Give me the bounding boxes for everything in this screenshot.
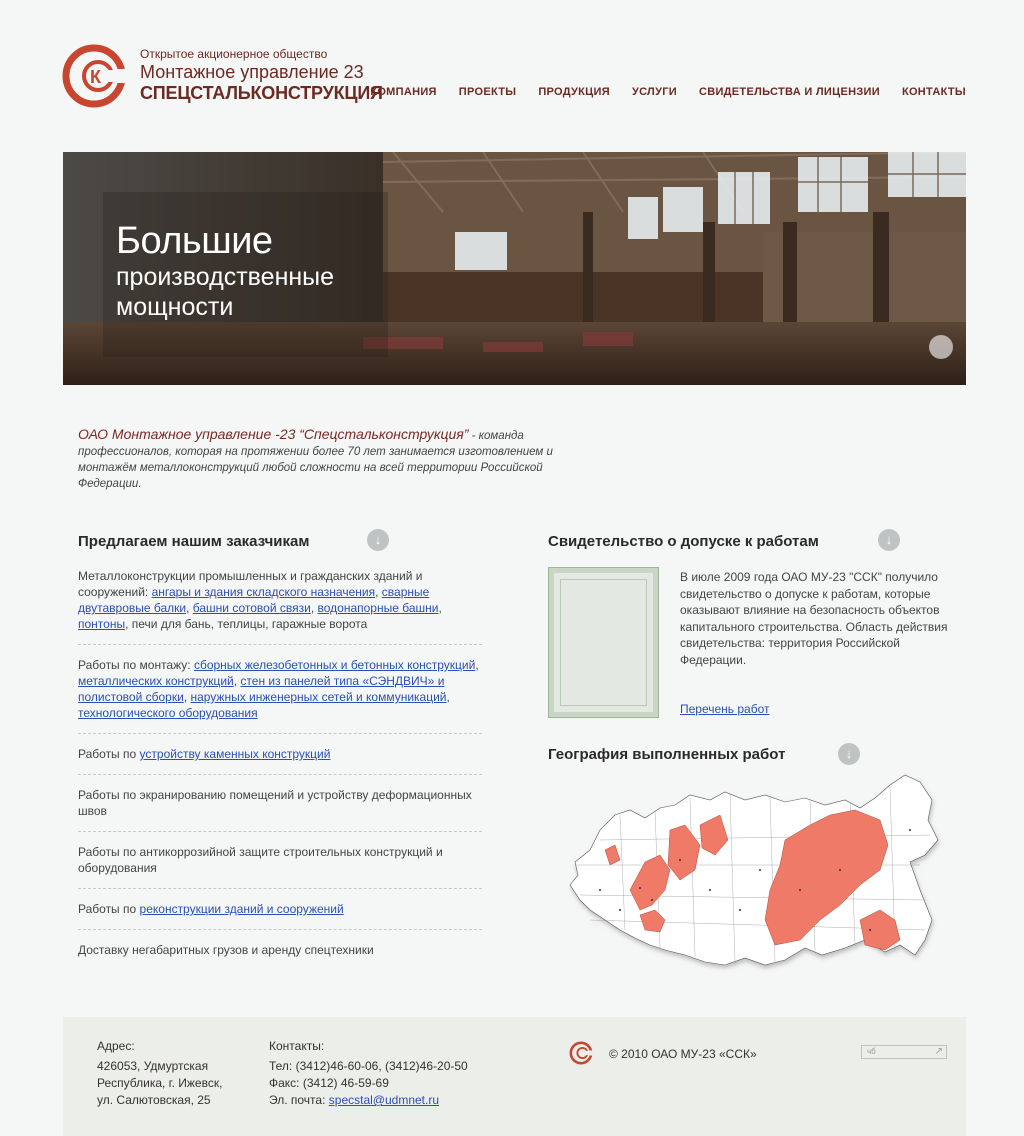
service-item: Металлоконструкции промышленных и гражданских зданий и сооружений: ангары и здания складского назначения, сварные двутавровые балки, башни сотовой связи, водонапорные башни, понтоны, печи для бань, теплицы, гаражные ворота <box>78 568 482 645</box>
service-text: Работы по экранированию помещений и устройству деформационных швов <box>78 788 472 818</box>
hero-title-big: Большие <box>116 220 273 262</box>
nav-item-contacts[interactable]: КОНТАКТЫ <box>901 86 966 98</box>
services-expand-button[interactable] <box>367 529 389 551</box>
ssk-logo-icon <box>62 43 126 109</box>
intro-text: - команда профессионалов, которая на протяжении более 70 лет занимается изготовлением и монтажём металлоконструкций любой сложности на всей территории Российской Федерации. <box>78 430 553 490</box>
nav-item-certificates[interactable]: СВИДЕТЕЛЬСТВА И ЛИЦЕНЗИИ <box>698 86 880 98</box>
fax-text: Факс: (3412) 46-59-69 <box>269 1076 389 1090</box>
site-footer <box>63 1017 966 1136</box>
developer-badge-text: чб <box>867 1047 876 1056</box>
geography-expand-button[interactable] <box>838 743 860 765</box>
service-link[interactable]: технологического оборудования <box>78 706 258 720</box>
arrow-up-right-icon: ↗ <box>934 1046 943 1057</box>
contacts-label: Контакты: <box>269 1039 325 1053</box>
service-item <box>78 746 482 775</box>
service-link[interactable]: водонапорные башни <box>317 601 439 615</box>
main-nav <box>370 86 966 98</box>
service-text: , печи для бань, теплицы, гаражные ворота <box>125 617 368 631</box>
service-text: Работы по антикоррозийной защите строительных конструкций и оборудования <box>78 845 443 875</box>
services-list <box>78 568 482 982</box>
geography-heading: География выполненных работ <box>548 746 786 763</box>
service-link[interactable]: реконструкции зданий и сооружений <box>139 902 344 916</box>
email-label: Эл. почта: <box>269 1093 329 1107</box>
service-link[interactable]: сборных железобетонных и бетонных конструкций <box>193 658 476 672</box>
service-link[interactable]: башни сотовой связи <box>192 601 311 615</box>
certificate-thumbnail[interactable] <box>549 568 658 717</box>
certificate-heading: Свидетельство о допуске к работам <box>548 533 819 550</box>
service-link[interactable]: ангары и здания складского назначения <box>151 585 376 599</box>
service-text: Металлоконструкции промышленных и гражданских зданий и сооружений: <box>78 569 423 599</box>
footer-address <box>97 1038 222 1109</box>
phone-text: Тел: (3412)46-60-06, (3412)46-20-50 <box>269 1059 468 1073</box>
developer-badge[interactable] <box>861 1045 947 1059</box>
email-row <box>269 1092 468 1109</box>
service-item <box>78 901 482 930</box>
address-line1: 426053, Удмуртская <box>97 1059 209 1073</box>
service-text: Работы по монтажу: <box>78 658 194 672</box>
footer-contacts <box>269 1038 468 1109</box>
service-link[interactable]: сварные двутавровые балки <box>78 585 430 615</box>
address-line3: ул. Салютовская, 25 <box>97 1093 211 1107</box>
service-link[interactable]: наружных инженерных сетей и коммуникаций <box>190 690 447 704</box>
hero-title-line3: мощности <box>116 293 234 321</box>
nav-item-company[interactable]: КОМПАНИЯ <box>370 86 437 98</box>
works-list-link[interactable]: Перечень работ <box>680 702 770 716</box>
site-logo[interactable] <box>62 43 382 111</box>
services-heading: Предлагаем нашим заказчикам <box>78 533 310 550</box>
arrow-down-icon: ↓ <box>885 532 893 547</box>
hero-banner <box>63 152 966 385</box>
service-text: Работы по <box>78 747 140 761</box>
copyright-text: © 2010 ОАО МУ-23 «ССК» <box>609 1047 757 1061</box>
hero-title-line2: производственные <box>116 263 335 291</box>
address-label: Адрес: <box>97 1039 135 1053</box>
certificate-expand-button[interactable] <box>878 529 900 551</box>
ssk-logo-icon <box>569 1041 593 1065</box>
certificate-text: В июле 2009 года ОАО МУ-23 "ССК" получило свидетельство о допуске к работам, которые оказывают влияние на безопасность объектов капитального строительства. Область действия свидетельства: территория Российской Федерации. <box>680 570 948 667</box>
service-text: Работы по <box>78 902 140 916</box>
service-text: Доставку негабаритных грузов и аренду спецтехники <box>78 943 374 957</box>
service-item: Работы по монтажу: сборных железобетонных и бетонных конструкций, металлических конструкций, стен из панелей типа «СЭНДВИЧ» и полистовой сборки, наружных инженерных сетей и коммуникаций, технологического оборудования <box>78 657 482 734</box>
service-item <box>78 844 482 889</box>
service-item <box>78 787 482 832</box>
nav-item-products[interactable]: ПРОДУКЦИЯ <box>538 86 610 98</box>
arrow-down-icon: ↓ <box>845 746 853 761</box>
arrow-down-icon: ↓ <box>374 532 382 547</box>
company-intro <box>78 426 608 492</box>
russia-map[interactable] <box>560 770 950 980</box>
email-link[interactable]: specstal@udmnet.ru <box>328 1093 439 1107</box>
nav-item-services[interactable]: УСЛУГИ <box>631 86 677 98</box>
service-link[interactable]: стен из панелей типа «СЭНДВИЧ» и полистовой сборки <box>78 674 445 704</box>
service-link[interactable]: металлических конструкций <box>78 674 234 688</box>
logo-name-line2: СПЕЦСТАЛЬКОНСТРУКЦИЯ <box>140 83 383 103</box>
nav-item-projects[interactable]: ПРОЕКТЫ <box>458 86 517 98</box>
hero-title <box>116 220 334 322</box>
logo-name-line1: Монтажное управление 23 <box>140 62 364 82</box>
intro-lead: ОАО Монтажное управление -23 “Спецстальконструкция” <box>78 426 469 442</box>
svg-text:К: К <box>90 67 101 87</box>
logo-subtitle: Открытое акционерное общество <box>140 47 328 61</box>
service-link[interactable]: понтоны <box>78 617 126 631</box>
service-item <box>78 942 482 970</box>
service-link[interactable]: устройству каменных конструкций <box>139 747 331 761</box>
address-line2: Республика, г. Ижевск, <box>97 1076 223 1090</box>
